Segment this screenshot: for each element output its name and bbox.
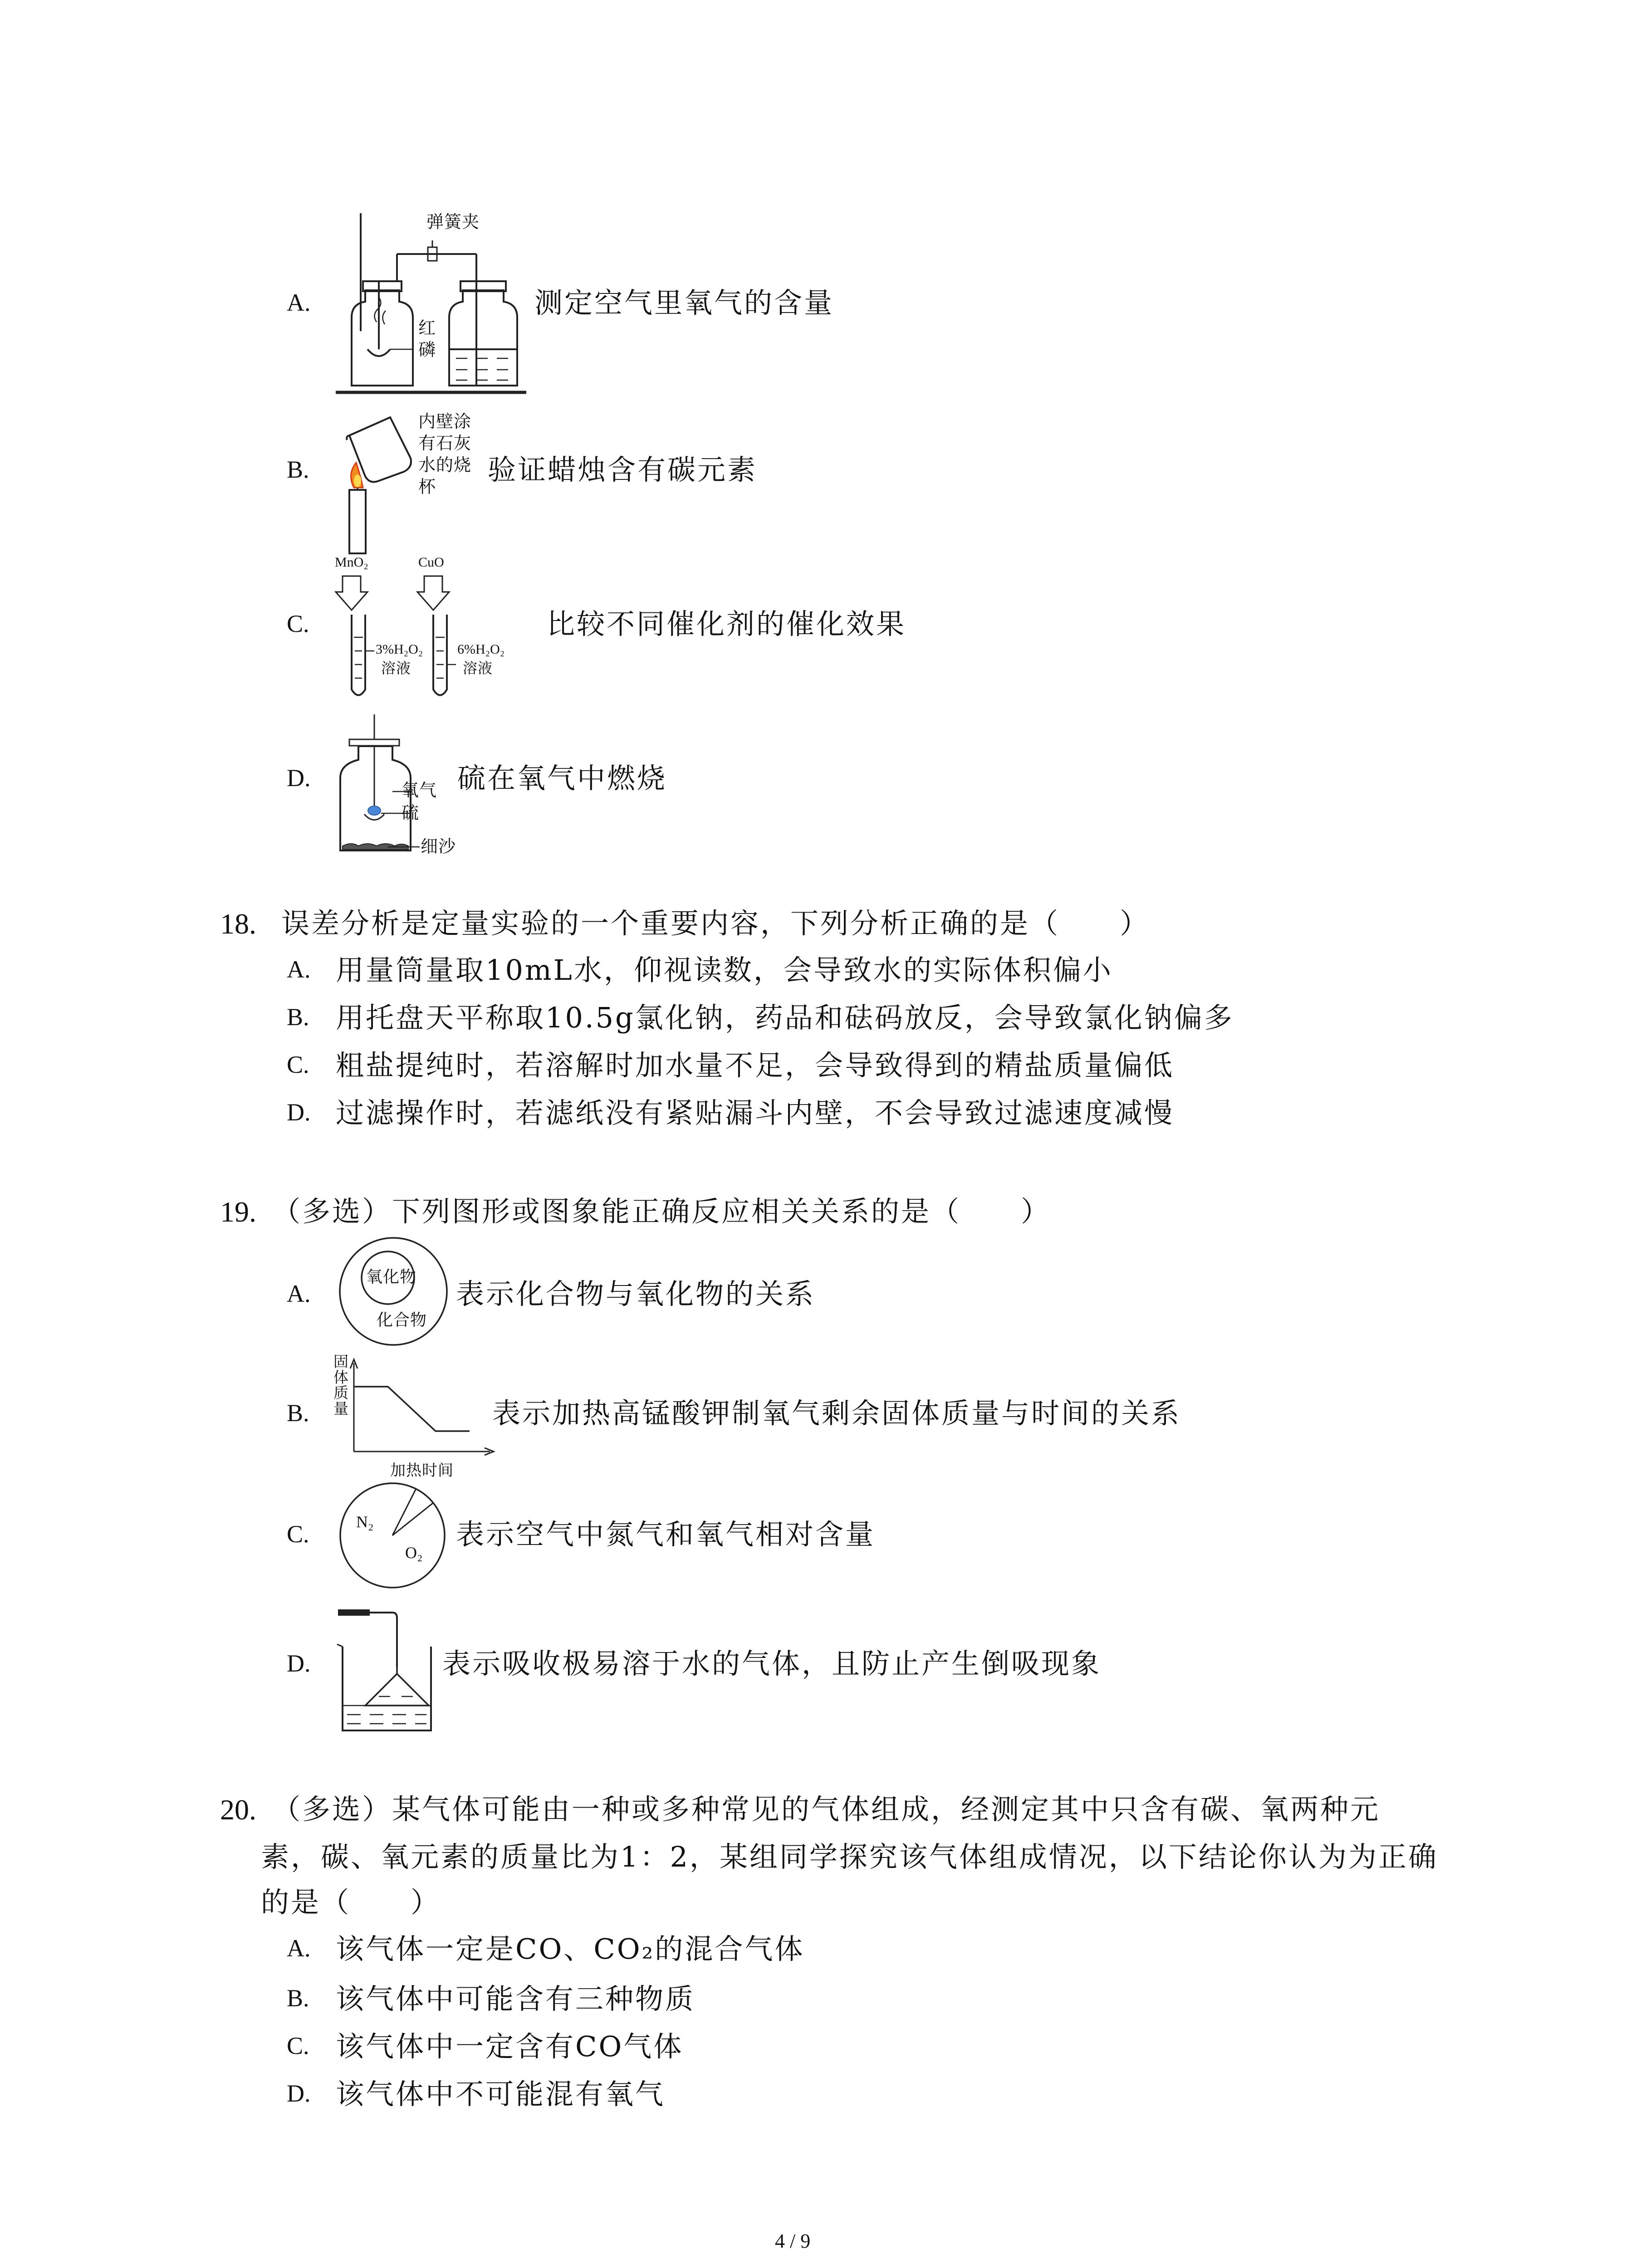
q20-stem-line-1: （多选）某气体可能由一种或多种常见的气体组成，经测定其中只含有碳、氧两种元 (272, 1793, 1381, 1826)
q17-option-c-figure (331, 556, 567, 705)
q19-option-c-text: 表示空气中氮气和氧气相对含量 (456, 1518, 876, 1551)
q18-option-a-letter: A. (287, 956, 311, 983)
q18-option-b-text: 用托盘天平称取10.5g氯化钠，药品和砝码放反，会导致氯化钠偏多 (336, 1001, 1234, 1034)
oxygen-label: 氧气 (402, 780, 437, 800)
q18-option-c-text: 粗盐提纯时，若溶解时加水量不足，会导致得到的精盐质量偏低 (336, 1049, 1175, 1082)
q20-stem-line-3: 的是（ ） (261, 1886, 441, 1919)
q18-stem: 误差分析是定量实验的一个重要内容，下列分析正确的是（ ） (281, 907, 1150, 940)
q17-option-b-text: 验证蜡烛含有碳元素 (488, 453, 758, 486)
q20-option-b-letter: B. (287, 1984, 309, 2012)
q18-option-a-text: 用量筒量取10mL水，仰视读数，会导致水的实际体积偏小 (336, 953, 1113, 987)
oxide-label: 氧化物 (366, 1268, 417, 1286)
mno2-label: MnO₂ (335, 555, 368, 570)
q17-option-c-letter: C. (287, 610, 309, 637)
y-axis-label-2: 体 (333, 1368, 349, 1386)
q18-option-d-letter: D. (287, 1099, 311, 1126)
q20-option-c-letter: C. (287, 2032, 309, 2059)
beaker-label-2: 有石灰 (418, 433, 472, 453)
q19-option-a-text: 表示化合物与氧化物的关系 (456, 1277, 816, 1310)
q18-option-c-letter: C. (287, 1051, 309, 1078)
solution-1-label: 溶液 (381, 660, 411, 677)
q20-option-a-letter: A. (287, 1935, 311, 1962)
q19-number: 19. (220, 1196, 256, 1228)
q17-option-c-text: 比较不同催化剂的催化效果 (547, 607, 906, 640)
q17-option-b-figure (336, 408, 490, 558)
q17-option-a-letter: A. (287, 289, 311, 316)
q19-option-a-figure (338, 1236, 449, 1347)
compound-oxide-venn-icon (338, 1236, 449, 1347)
q17-option-d-letter: D. (287, 764, 311, 792)
q20-number: 20. (220, 1794, 256, 1826)
gas-absorption-funnel-icon (333, 1599, 442, 1735)
x-axis-label: 加热时间 (390, 1461, 454, 1480)
q20-option-d-text: 该气体中不可能混有氧气 (336, 2077, 666, 2111)
page-number: 4 / 9 (775, 2230, 811, 2252)
q17-option-a-figure (336, 213, 526, 404)
q19-option-b-graph (333, 1354, 497, 1486)
red-phosphorus-label-2: 磷 (418, 340, 436, 360)
q19-option-c-letter: C. (287, 1520, 309, 1548)
spring-clip-label: 弹簧夹 (426, 212, 480, 232)
compound-label: 化合物 (377, 1311, 427, 1330)
q19-option-b-letter: B. (287, 1399, 309, 1427)
red-phosphorus-label-1: 红 (418, 318, 436, 338)
q18-option-d-text: 过滤操作时，若滤纸没有紧贴漏斗内壁，不会导致过滤速度减慢 (336, 1096, 1175, 1129)
q19-option-c-figure (338, 1481, 447, 1590)
q20-option-b-text: 该气体中可能含有三种物质 (336, 1982, 696, 2015)
q17-option-d-text: 硫在氧气中燃烧 (457, 762, 667, 795)
catalyst-test-tubes-icon (331, 556, 567, 705)
fine-sand-label: 细沙 (421, 836, 456, 856)
cuo-label: CuO (418, 555, 444, 570)
beaker-label-1: 内壁涂 (418, 411, 472, 431)
beaker-label-4: 杯 (418, 477, 436, 497)
air-composition-pie-icon (338, 1481, 447, 1590)
q19-stem: （多选）下列图形或图象能正确反应相关关系的是（ ） (272, 1195, 1051, 1228)
solution-2-conc-label: 6%H₂O₂ (457, 642, 505, 657)
beaker-label-3: 水的烧 (418, 455, 472, 475)
q17-option-b-letter: B. (287, 456, 309, 483)
q20-option-c-text: 该气体中一定含有CO气体 (336, 2030, 684, 2063)
sulfur-label: 硫 (402, 803, 420, 823)
q18-option-b-letter: B. (287, 1003, 309, 1031)
y-axis-label-3: 质 (333, 1384, 349, 1402)
q20-option-d-letter: D. (287, 2080, 311, 2107)
q19-option-b-text: 表示加热高锰酸钾制氧气剩余固体质量与时间的关系 (492, 1397, 1181, 1430)
q19-option-d-text: 表示吸收极易溶于水的气体，且防止产生倒吸现象 (442, 1647, 1102, 1680)
solution-2-label: 溶液 (463, 660, 493, 677)
oxygen-content-apparatus-icon (336, 213, 526, 404)
q19-option-a-letter: A. (287, 1280, 311, 1307)
q20-option-a-text: 该气体一定是CO、CO₂的混合气体 (336, 1932, 805, 1965)
o2-label: O₂ (405, 1544, 423, 1562)
y-axis-label-4: 量 (333, 1399, 349, 1418)
y-axis-label-1: 固 (333, 1353, 349, 1370)
n2-label: N₂ (356, 1513, 374, 1531)
q19-option-d-letter: D. (287, 1650, 311, 1677)
q18-number: 18. (220, 908, 256, 940)
solution-1-conc-label: 3%H₂O₂ (376, 642, 423, 657)
q17-option-a-text: 测定空气里氧气的含量 (534, 286, 834, 319)
q20-stem-line-2: 素，碳、氧元素的质量比为1：2，某组同学探究该气体组成情况，以下结论你认为为正确 (261, 1840, 1438, 1873)
q19-option-d-figure (333, 1599, 442, 1735)
